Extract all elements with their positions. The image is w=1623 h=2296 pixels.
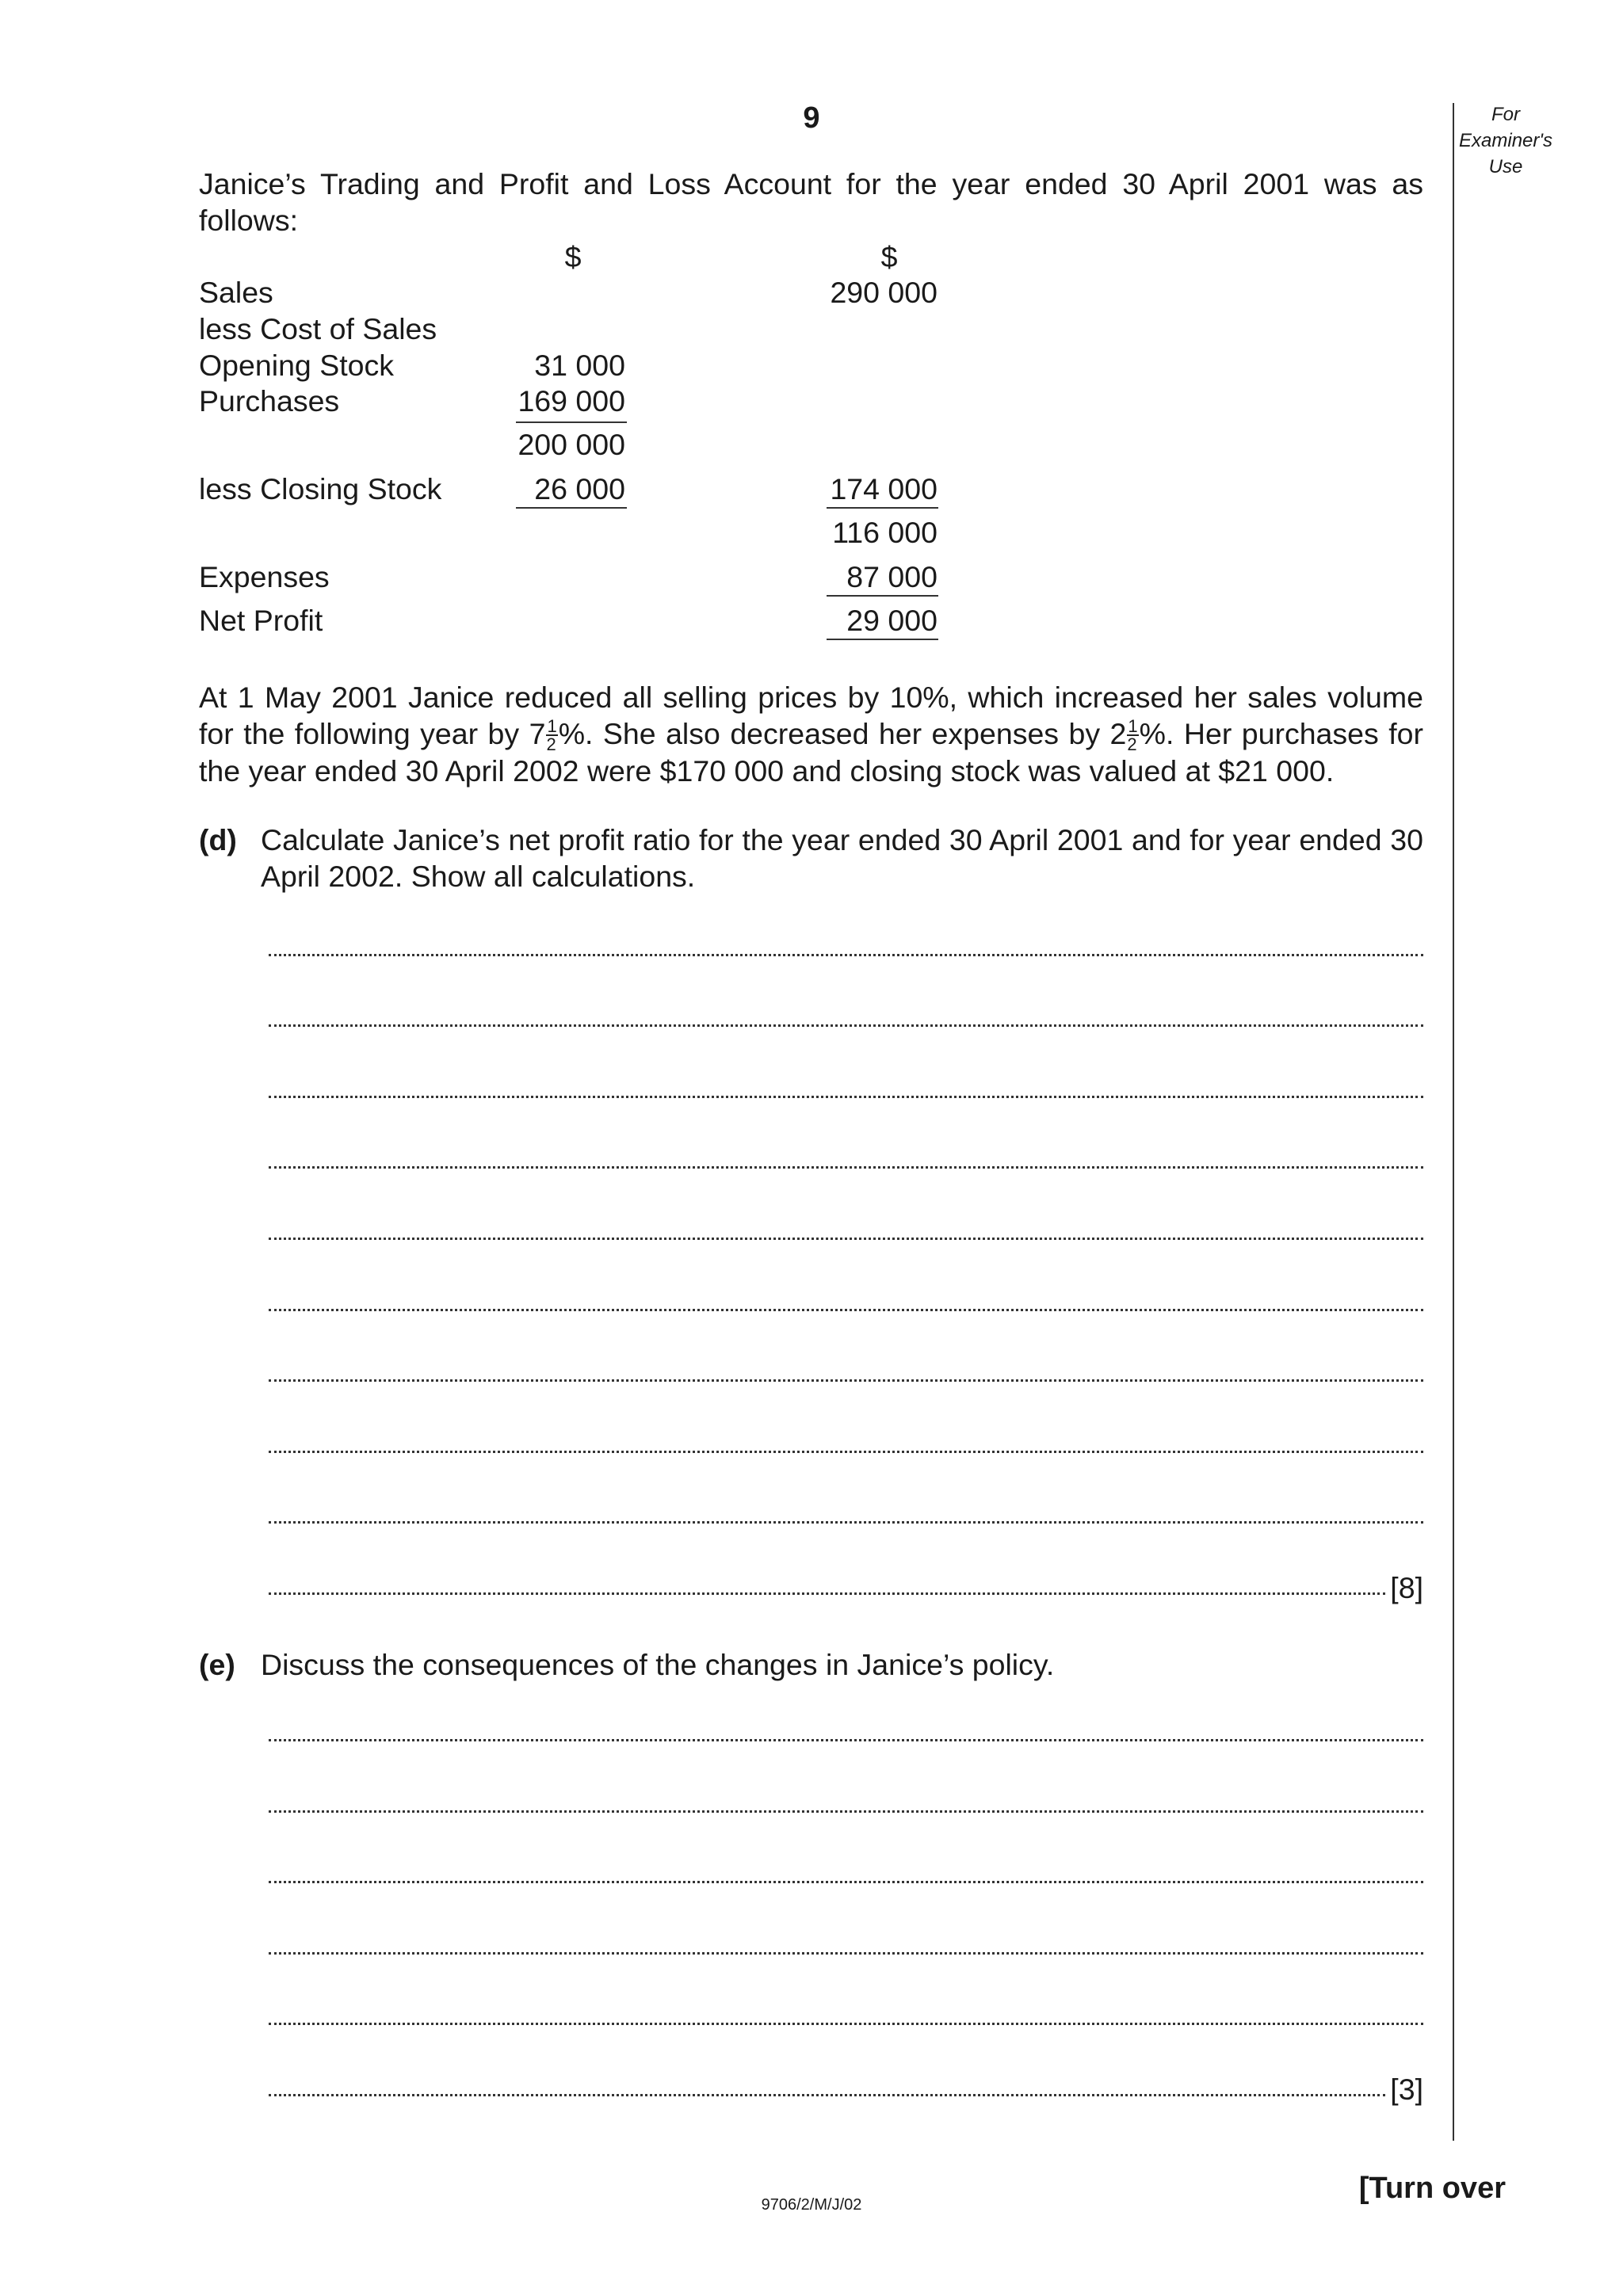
currency-header-row: [199, 238, 991, 275]
dotted-rule: [269, 954, 1423, 956]
cost-of-sales-rule: [827, 507, 938, 509]
dotted-rule: [269, 1739, 1423, 1741]
answer-line-e-2[interactable]: [269, 1787, 1423, 1824]
dotted-rule: [269, 1881, 1423, 1883]
dotted-rule: [269, 1166, 1423, 1169]
dotted-rule: [269, 1379, 1423, 1382]
question-e-text: Discuss the consequences of the changes in Janice’s policy.: [261, 1648, 1055, 1681]
fraction-numerator: 1: [1128, 716, 1138, 736]
row-label: less Closing Stock: [199, 472, 442, 505]
currency-symbol-col1: $: [564, 240, 582, 273]
net-profit-rule: [827, 639, 938, 640]
amount-col2: 87 000: [846, 560, 938, 593]
account-row-net-profit: [199, 602, 991, 639]
examiner-note-line-3: Use: [1488, 156, 1523, 177]
answer-line-e-1[interactable]: [269, 1716, 1423, 1753]
dotted-rule: [269, 1521, 1423, 1524]
intro-text: Janice’s Trading and Profit and Loss Account for the year ended 30 April 2001 was as follows:: [199, 167, 1423, 237]
answer-line-e-3[interactable]: [269, 1858, 1423, 1894]
expenses-rule: [827, 595, 938, 597]
dotted-rule: [269, 2094, 1385, 2096]
closing-stock-rule: [516, 507, 627, 509]
dotted-rule: [269, 1451, 1423, 1453]
dotted-rule: [269, 1810, 1423, 1813]
account-row-opening-stock: [199, 347, 991, 383]
scenario-paragraph: [199, 679, 1423, 789]
fraction-half-2: [1127, 718, 1138, 753]
dotted-rule: [269, 2023, 1423, 2025]
dotted-rule: [269, 1952, 1423, 1955]
answer-line-d-6[interactable]: [269, 1286, 1423, 1322]
answer-line-d-8[interactable]: [269, 1428, 1423, 1464]
marks-allocation-e: [3]: [1390, 2073, 1423, 2106]
row-label: less Cost of Sales: [199, 312, 437, 345]
fraction-half-1: [546, 718, 557, 753]
fraction-numerator: 1: [547, 716, 557, 736]
answer-line-d-5[interactable]: [269, 1215, 1423, 1251]
answer-line-d-7[interactable]: [269, 1356, 1423, 1393]
turn-over-label: [Turn over: [1358, 2172, 1506, 2205]
scenario-text-2: %. She also decreased her expenses by 2: [558, 717, 1127, 750]
amount-col2: 116 000: [832, 516, 938, 549]
fraction-denominator: 2: [546, 734, 556, 754]
examiner-margin-rule: [1453, 103, 1454, 2141]
amount-col1: 26 000: [534, 472, 625, 505]
account-row-sales: [199, 274, 991, 311]
answer-line-d-9[interactable]: [269, 1498, 1423, 1535]
fraction-denominator: 2: [1127, 734, 1137, 754]
row-label: Purchases: [199, 384, 340, 418]
row-label: Expenses: [199, 560, 330, 593]
answer-line-d-3[interactable]: [269, 1073, 1423, 1109]
question-e-label: (e): [199, 1648, 235, 1681]
dotted-rule: [269, 1309, 1423, 1311]
currency-symbol-col2: $: [880, 240, 898, 273]
account-row-less-cost-of-sales: [199, 311, 991, 347]
dotted-rule: [269, 1592, 1385, 1595]
amount-col1: 31 000: [534, 349, 625, 382]
page-number: 9: [803, 101, 820, 135]
paper-code: 9706/2/M/J/02: [761, 2196, 862, 2214]
account-row-purchases: [199, 383, 991, 419]
amount-col2: 29 000: [846, 604, 938, 637]
account-row-gross-profit: [199, 514, 991, 551]
row-label: Net Profit: [199, 604, 323, 637]
marks-allocation-d: [8]: [1390, 1571, 1423, 1604]
amount-col2: 290 000: [830, 276, 938, 309]
account-row-subtotal: [199, 426, 991, 463]
answer-line-e-6[interactable]: [269, 2071, 1423, 2107]
answer-line-e-4[interactable]: [269, 1929, 1423, 1966]
dotted-rule: [269, 1024, 1423, 1027]
scenario-text-1: At 1 May 2001 Janice reduced all selling prices by 10%, which increased her sales volume for the following year by 7: [199, 681, 1423, 750]
account-row-expenses: [199, 559, 991, 595]
answer-line-e-5[interactable]: [269, 2000, 1423, 2036]
row-label: Opening Stock: [199, 349, 394, 382]
answer-line-d-2[interactable]: [269, 1001, 1423, 1038]
amount-col1: 169 000: [517, 384, 625, 418]
dotted-rule: [269, 1238, 1423, 1240]
answer-line-d-1[interactable]: [269, 931, 1423, 967]
row-label: Sales: [199, 276, 273, 309]
examiner-note-line-2: Examiner's: [1459, 130, 1552, 151]
question-d-text: Calculate Janice’s net profit ratio for the year ended 30 April 2001 and for year ended 30 April 2002. Show all calculations.: [261, 823, 1423, 893]
account-row-less-closing-stock: [199, 471, 991, 507]
answer-line-d-10[interactable]: [269, 1569, 1423, 1606]
examiner-use-note: [1455, 101, 1556, 180]
question-d-label: (d): [199, 823, 237, 856]
answer-line-d-4[interactable]: [269, 1143, 1423, 1180]
amount-col1: 200 000: [517, 428, 625, 461]
amount-col2: 174 000: [830, 472, 938, 505]
scenario-text-3: %. Her purchases for the year ended 30 April 2002 were $170 000 and closing stock was valued at $21 000.: [199, 717, 1423, 788]
examiner-note-line-1: For: [1491, 104, 1520, 125]
dotted-rule: [269, 1096, 1423, 1098]
subtotal-rule: [516, 421, 627, 423]
